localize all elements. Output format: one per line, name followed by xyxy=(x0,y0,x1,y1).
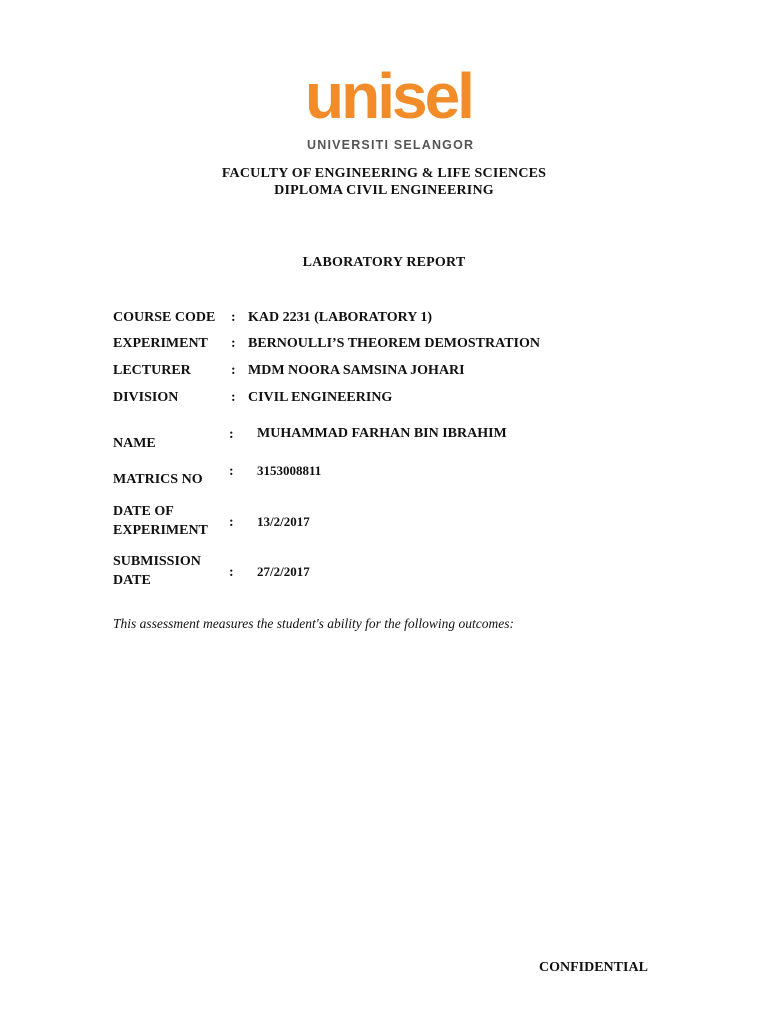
lecturer-value: MDM NOORA SAMSINA JOHARI xyxy=(248,363,465,378)
lecturer-label: LECTURER xyxy=(113,363,191,378)
submission-date-value: 27/2/2017 xyxy=(257,564,310,579)
faculty-name: FACULTY OF ENGINEERING & LIFE SCIENCES xyxy=(221,166,547,181)
name-value: MUHAMMAD FARHAN BIN IBRAHIM xyxy=(257,426,507,441)
experiment-colon: : xyxy=(231,336,236,351)
university-logo xyxy=(305,60,475,156)
course-code-label: COURSE CODE xyxy=(113,310,216,325)
date-of-experiment-label-line2: EXPERIMENT xyxy=(113,523,208,538)
course-code-colon: : xyxy=(231,310,236,325)
submission-date-label-line2: DATE xyxy=(113,573,151,588)
course-code-value: KAD 2231 (LABORATORY 1) xyxy=(248,310,432,325)
experiment-value: BERNOULLI’S THEOREM DEMOSTRATION xyxy=(248,336,540,351)
program-name: DIPLOMA CIVIL ENGINEERING xyxy=(274,183,494,198)
date-of-experiment-label-line1: DATE OF xyxy=(113,504,174,519)
matrics-no-label: MATRICS NO xyxy=(113,472,203,487)
report-title: LABORATORY REPORT xyxy=(302,255,466,270)
confidential-footer: CONFIDENTIAL xyxy=(539,960,648,975)
date-of-experiment-colon: : xyxy=(229,515,234,530)
assessment-note: This assessment measures the student's ability for the following outcomes: xyxy=(113,616,514,631)
experiment-label: EXPERIMENT xyxy=(113,336,208,351)
name-label: NAME xyxy=(113,436,156,451)
division-label: DIVISION xyxy=(113,390,179,405)
date-of-experiment-value: 13/2/2017 xyxy=(257,514,310,529)
matrics-no-value: 3153008811 xyxy=(257,463,322,478)
logo-wordmark: unisel xyxy=(305,60,472,132)
submission-date-label-line1: SUBMISSION xyxy=(113,554,201,569)
matrics-no-colon: : xyxy=(229,464,234,479)
lecturer-colon: : xyxy=(231,363,236,378)
division-value: CIVIL ENGINEERING xyxy=(248,390,393,405)
submission-date-colon: : xyxy=(229,565,234,580)
division-colon: : xyxy=(231,390,236,405)
logo-subtitle: UNIVERSITI SELANGOR xyxy=(307,138,475,152)
name-colon: : xyxy=(229,427,234,442)
